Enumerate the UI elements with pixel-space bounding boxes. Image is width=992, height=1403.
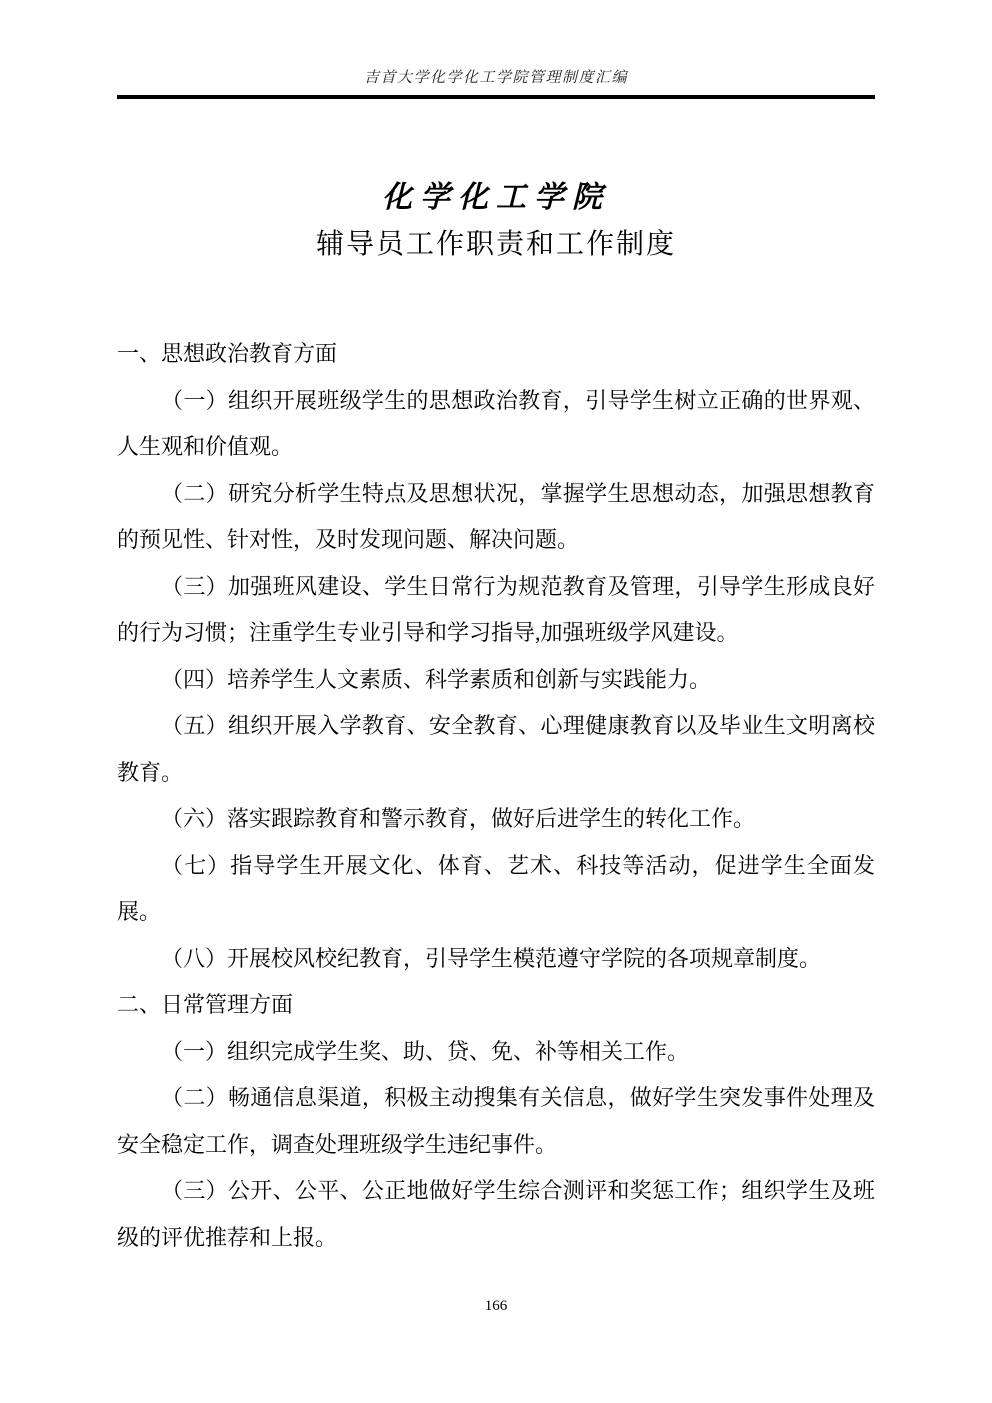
document-body xyxy=(117,331,875,1261)
paragraph: （三）公开、公平、公正地做好学生综合测评和奖惩工作；组织学生及班级的评优推荐和上报。 xyxy=(117,1178,875,1250)
running-header: 吉首大学化学化工学院管理制度汇编 xyxy=(363,70,628,86)
paragraph: （五）组织开展入学教育、安全教育、心理健康教育以及毕业生文明离校教育。 xyxy=(117,713,875,785)
header-rule xyxy=(117,95,875,99)
paragraph: （一）组织完成学生奖、助、贷、免、补等相关工作。 xyxy=(161,1038,690,1064)
paragraph: （二）畅通信息渠道，积极主动搜集有关信息，做好学生突发事件处理及安全稳定工作，调查处理班级学生违纪事件。 xyxy=(117,1085,875,1157)
paragraph: （八）开展校风校纪教育，引导学生模范遵守学院的各项规章制度。 xyxy=(161,945,822,971)
paragraph: （二）研究分析学生特点及思想状况，掌握学生思想动态，加强思想教育的预见性、针对性，及时发现问题、解决问题。 xyxy=(117,480,875,552)
paragraph: （七）指导学生开展文化、体育、艺术、科技等活动，促进学生全面发展。 xyxy=(117,852,875,924)
page-number: 166 xyxy=(484,1298,508,1314)
paragraph: （一）组织开展班级学生的思想政治教育，引导学生树立正确的世界观、人生观和价值观。 xyxy=(117,387,875,459)
paragraph: （六）落实跟踪教育和警示教育，做好后进学生的转化工作。 xyxy=(161,806,756,831)
doc-subtitle: 辅导员工作职责和工作制度 xyxy=(315,229,676,260)
section-heading: 一、思想政治教育方面 xyxy=(117,341,338,366)
doc-title: 化学化工学院 xyxy=(382,181,610,214)
paragraph: （四）培养学生人文素质、科学素质和创新与实践能力。 xyxy=(161,666,712,692)
section-heading: 二、日常管理方面 xyxy=(117,992,294,1017)
paragraph: （三）加强班风建设、学生日常行为规范教育及管理，引导学生形成良好的行为习惯；注重学生专业引导和学习指导,加强班级学风建设。 xyxy=(117,573,875,645)
